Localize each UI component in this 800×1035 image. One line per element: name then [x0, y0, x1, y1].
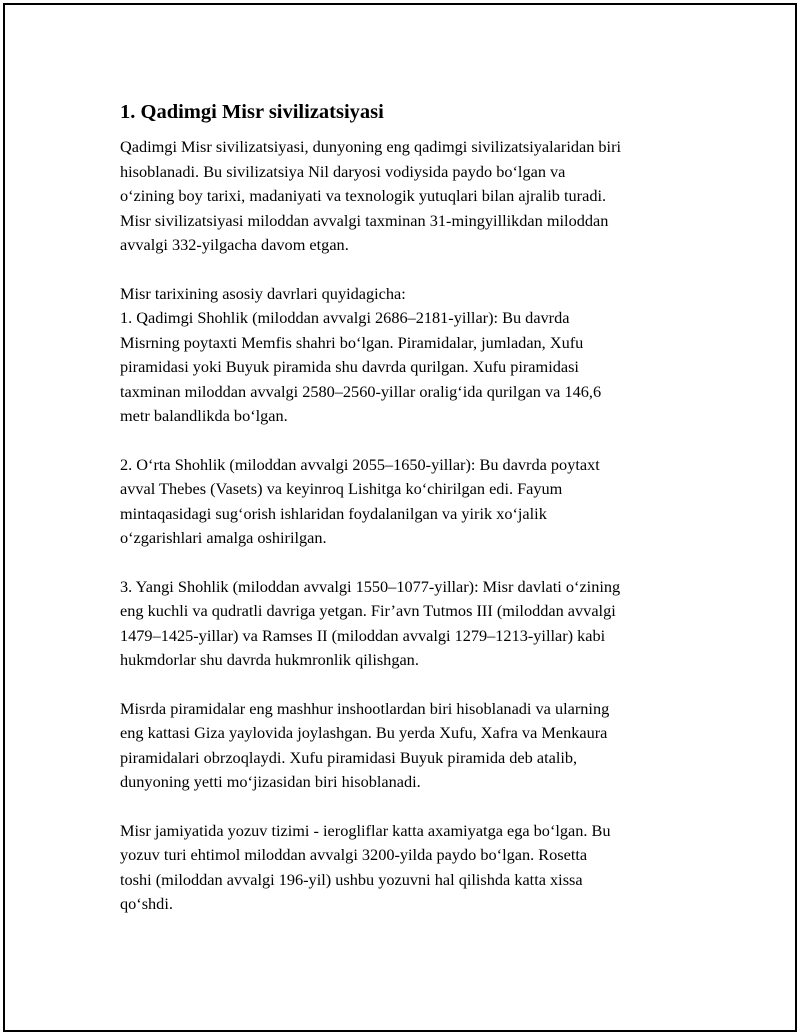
text-line: piramidalari obrzoqlaydi. Xufu piramidasi Buyuk piramida deb atalib,	[120, 747, 578, 767]
text-line: piramidasi yoki Buyuk piramida shu davrda qurilgan. Xufu piramidasi	[120, 357, 579, 376]
text-line: 3. Yangi Shohlik (miloddan avvalgi 1550–1077-yillar): Misr davlati o‘zining	[120, 576, 621, 596]
document-body	[120, 97, 710, 941]
text-line: hisoblanadi. Bu sivilizatsiya Nil daryosi vodiysida paydo bo‘lgan va	[120, 161, 566, 181]
text-line: dunyoning yetti mo‘jizasidan biri hisoblanadi.	[120, 772, 421, 791]
text-line: toshi (miloddan avvalgi 196-yil) ushbu yozuvni hal qilishda katta xissa	[120, 869, 583, 889]
text-line: eng kuchli va qudratli davriga yetgan. Fir’avn Tutmos III (miloddan avvalgi	[120, 601, 616, 620]
text-line: 1. Qadimgi Shohlik (miloddan avvalgi 2686–2181-yillar): Bu davrda	[120, 308, 570, 327]
paragraph-middle-kingdom	[120, 453, 710, 551]
text-line: avval Thebes (Vasets) va keyinroq Lishitga ko‘chirilgan edi. Fayum	[120, 479, 563, 498]
text-line: o‘zining boy tarixi, madaniyati va texnologik yutuqlari bilan ajralib turadi.	[120, 186, 607, 205]
text-line: metr balandlikda bo‘lgan.	[120, 406, 288, 425]
paragraph-writing-system	[120, 819, 710, 917]
text-line: mintaqasidagi sug‘orish ishlaridan foydalanilgan va yirik xo‘jalik	[120, 503, 547, 523]
text-line: eng kattasi Giza yaylovida joylashgan. Bu yerda Xufu, Xafra va Menkaura	[120, 723, 608, 742]
document-page	[3, 3, 797, 1032]
paragraph-pyramids	[120, 697, 710, 795]
text-line: hukmdorlar shu davrda hukmronlik qilishgan.	[120, 650, 419, 669]
text-line: taxminan miloddan avvalgi 2580–2560-yillar oralig‘ida qurilgan va 146,6	[120, 381, 602, 401]
paragraph-new-kingdom	[120, 575, 710, 673]
text-line: Misrda piramidalar eng mashhur inshootlardan biri hisoblanadi va ularning	[120, 698, 610, 718]
text-line: Misr tarixining asosiy davrlari quyidagicha:	[120, 283, 406, 303]
text-line: qo‘shdi.	[120, 894, 173, 913]
text-line: 1479–1425-yillar) va Ramses II (miloddan avvalgi 1279–1213-yillar) kabi	[120, 625, 606, 645]
paragraph-old-kingdom	[120, 282, 710, 429]
text-line: o‘zgarishlari amalga oshirilgan.	[120, 528, 327, 547]
text-line: Qadimgi Misr sivilizatsiyasi, dunyoning eng qadimgi sivilizatsiyalaridan biri	[120, 137, 622, 156]
document-heading: 1. Qadimgi Misr sivilizatsiyasi	[120, 101, 384, 123]
text-line: Misr jamiyatida yozuv tizimi - ierogliflar katta axamiyatga ega bo‘lgan. Bu	[120, 820, 611, 840]
text-line: avvalgi 332-yilgacha davom etgan.	[120, 235, 349, 254]
paragraph-intro	[120, 135, 710, 258]
text-line: Misrning poytaxti Memfis shahri bo‘lgan. Piramidalar, jumladan, Xufu	[120, 332, 584, 352]
text-line: Misr sivilizatsiyasi miloddan avvalgi taxminan 31-mingyillikdan miloddan	[120, 210, 609, 230]
text-line: 2. O‘rta Shohlik (miloddan avvalgi 2055–1650-yillar): Bu davrda poytaxt	[120, 454, 600, 474]
text-line: yozuv turi ehtimol miloddan avvalgi 3200-yilda paydo bo‘lgan. Rosetta	[120, 845, 588, 864]
